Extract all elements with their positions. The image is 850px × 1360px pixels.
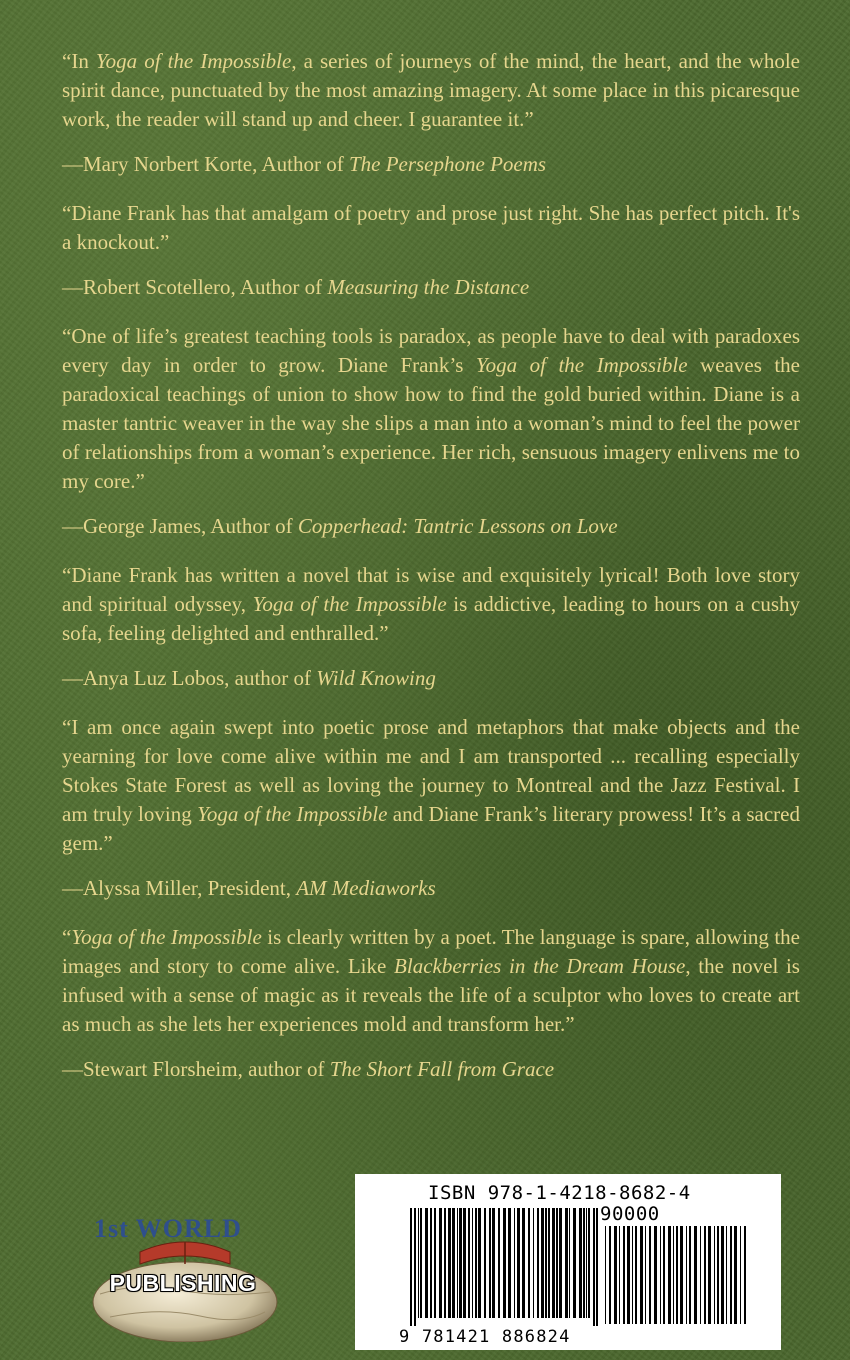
book-title: Wild Knowing xyxy=(316,666,436,690)
book-title: AM Mediaworks xyxy=(296,876,436,900)
attribution-text: —Alyssa Miller, President, xyxy=(62,876,297,900)
quote-text: “One of life’s greatest teaching tools is paradox, as people have to deal with paradoxes every day in order to grow. Diane Frank’s xyxy=(62,324,800,377)
quote-text: “Diane Frank has written a novel that is wise and exquisitely lyrical! Both love story and spiritual odyssey, xyxy=(62,563,800,616)
attribution-text: —Robert Scotellero, Author of xyxy=(62,275,328,299)
blurb-quote xyxy=(62,713,800,858)
quote-text: is clearly written by a poet. The language is spare, allowing the images and story to come alive. Like xyxy=(62,925,800,978)
blurb xyxy=(62,923,800,1084)
blurb-attribution xyxy=(62,1055,800,1084)
logo-publishing-text: PUBLISHING xyxy=(109,1270,257,1296)
book-title: Yoga of the Impossible xyxy=(475,353,688,377)
quote-text: is addictive, leading to hours on a cushy sofa, feeling delighted and enthralled.” xyxy=(62,592,800,645)
blurb-attribution xyxy=(62,512,800,541)
quote-text: weaves the paradoxical teachings of union to show how to find the gold buried within. Diane is a master tantric weaver in the way she slips a man into a woman’s mind to feel the power of relationships from a woman’s experience. Her rich, sensuous imagery enlivens me to my core.” xyxy=(62,353,800,493)
blurbs-container xyxy=(62,47,800,1104)
logo-world-text: 1st WORLD xyxy=(94,1214,242,1243)
quote-text: , the novel is infused with a sense of magic as it reveals the life of a sculptor who loves to create art as much as she lets her experiences mold and transform her.” xyxy=(62,954,800,1036)
book-title: Yoga of the Impossible xyxy=(197,802,388,826)
blurb-attribution xyxy=(62,273,800,302)
book-title: The Short Fall from Grace xyxy=(329,1057,555,1081)
book-title: The Persephone Poems xyxy=(348,152,547,176)
blurb xyxy=(62,47,800,179)
blurb-quote xyxy=(62,199,800,257)
blurb xyxy=(62,322,800,541)
blurb xyxy=(62,199,800,302)
book-title: Measuring the Distance xyxy=(327,275,530,299)
blurb-attribution xyxy=(62,874,800,903)
blurb-attribution xyxy=(62,664,800,693)
barcode-icon xyxy=(355,1174,781,1350)
blurb-quote xyxy=(62,322,800,496)
attribution-text: —Anya Luz Lobos, author of xyxy=(62,666,317,690)
blurb-attribution xyxy=(62,150,800,179)
blurb xyxy=(62,713,800,903)
book-title: Yoga of the Impossible xyxy=(71,925,262,949)
quote-text: “I am once again swept into poetic prose and metaphors that make objects and the yearning for love come alive within me and I am transported ... recalling especially Stokes State Forest as well as loving the journey to Montreal and the Jazz Festival. I am truly loving xyxy=(62,715,800,826)
blurb-quote xyxy=(62,47,800,134)
blurb-quote xyxy=(62,923,800,1039)
attribution-text: —George James, Author of xyxy=(62,514,298,538)
book-title: Yoga of the Impossible xyxy=(252,592,447,616)
quote-text: “In xyxy=(62,49,96,73)
book-title: Yoga of the Impossible xyxy=(95,49,292,73)
publisher-logo xyxy=(80,1212,290,1342)
quote-text: and Diane Frank’s literary prowess! It’s a sacred gem.” xyxy=(62,802,800,855)
ean-digits: 9 781421 886824 xyxy=(399,1327,571,1347)
book-title: Blackberries in the Dream House xyxy=(394,954,686,978)
book-title: Copperhead: Tantric Lessons on Love xyxy=(297,514,618,538)
quote-text: “Diane Frank has that amalgam of poetry and prose just right. She has perfect pitch. It's a knockout.” xyxy=(62,201,800,254)
attribution-text: —Mary Norbert Korte, Author of xyxy=(62,152,349,176)
blurb-quote xyxy=(62,561,800,648)
barcode-panel xyxy=(355,1174,781,1350)
isbn-label: ISBN 978-1-4218-8682-4 xyxy=(428,1182,691,1204)
price-code: 90000 xyxy=(600,1203,660,1225)
quote-text: , a series of journeys of the mind, the heart, and the whole spirit dance, punctuated by the most amazing imagery. At some place in this picaresque work, the reader will stand up and cheer. I guarantee it.” xyxy=(62,49,800,131)
attribution-text: —Stewart Florsheim, author of xyxy=(62,1057,330,1081)
blurb xyxy=(62,561,800,693)
quote-text: “ xyxy=(62,925,72,949)
